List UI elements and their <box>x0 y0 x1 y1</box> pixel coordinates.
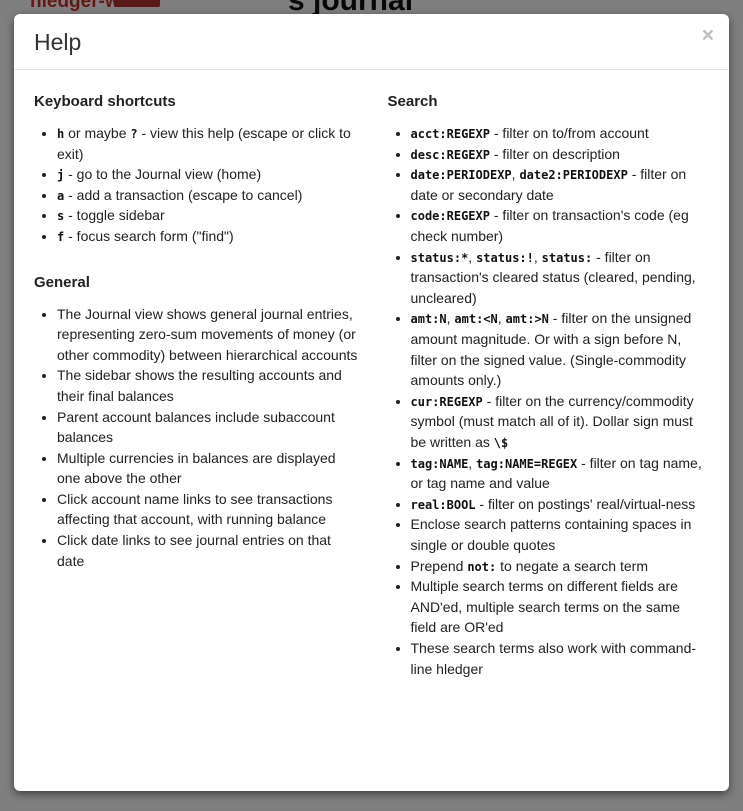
list-item: • code:REGEXP - filter on transaction's code (eg check number) <box>411 205 710 246</box>
general-list <box>34 304 358 572</box>
heading-keyboard-shortcuts: Keyboard shortcuts <box>34 93 176 110</box>
code-term: f <box>57 230 65 245</box>
list-item: • The Journal view shows general journal entries, representing zero-sum movements of money (or other commodity) between hierarchical accounts <box>57 304 358 366</box>
list-item: • real:BOOL - filter on postings' real/virtual-ness <box>411 494 710 515</box>
list-item: • a - add a transaction (escape to cancel) <box>57 185 358 206</box>
code-term: real:BOOL <box>410 497 476 512</box>
code-term: ? <box>130 127 138 141</box>
list-item: • h or maybe ? - view this help (escape or click to exit) <box>57 123 358 164</box>
modal-body <box>14 70 729 697</box>
list-item: • The sidebar shows the resulting accounts and their final balances <box>57 365 358 406</box>
code-term: status:! <box>476 250 534 265</box>
code-term: status: <box>541 250 593 265</box>
code-term: h <box>57 127 65 141</box>
list-item: • acct:REGEXP - filter on to/from account <box>411 123 710 144</box>
shortcuts-list <box>34 123 358 247</box>
modal-title: Help <box>34 29 82 55</box>
list-item: • tag:NAME, tag:NAME=REGEX - filter on tag name, or tag name and value <box>411 453 710 494</box>
heading-search: Search <box>387 93 438 110</box>
list-item: • Multiple currencies in balances are displayed one above the other <box>57 448 358 489</box>
heading-general: General <box>34 273 90 291</box>
list-item: • Click account name links to see transactions affecting that account, with running balance <box>57 489 358 530</box>
list-item: • s - toggle sidebar <box>57 205 358 226</box>
list-item: • Prepend not: to negate a search term <box>411 556 710 577</box>
list-item: • These search terms also work with command-line hledger <box>411 638 710 679</box>
column-left <box>34 87 372 687</box>
list-item: • Enclose search patterns containing spaces in single or double quotes <box>411 514 710 555</box>
code-term: j <box>57 168 65 183</box>
code-term: tag:NAME <box>410 456 469 471</box>
code-term: acct:REGEXP <box>410 127 490 141</box>
help-modal <box>14 14 729 791</box>
list-item: • amt:N, amt:<N, amt:>N - filter on the unsigned amount magnitude. Or with a sign before N, filter on the signed value. (Single-commodity amounts only.) <box>411 308 710 390</box>
code-term: a <box>57 188 65 203</box>
code-term: code:REGEXP <box>410 209 490 224</box>
code-term: not: <box>467 559 497 574</box>
code-term: tag:NAME=REGEX <box>476 456 578 471</box>
close-icon[interactable]: × <box>701 24 714 47</box>
list-item: • f - focus search form ("find") <box>57 226 358 247</box>
code-term: amt:<N <box>454 312 498 327</box>
list-item: • j - go to the Journal view (home) <box>57 164 358 185</box>
code-term: s <box>57 209 65 224</box>
code-term: status:* <box>410 250 469 265</box>
list-item: • cur:REGEXP - filter on the currency/commodity symbol (must match all of it). Dollar sign must be written as \$ <box>411 391 710 453</box>
list-item: • status:*, status:!, status: - filter on transaction's cleared status (cleared, pending, uncleared) <box>411 247 710 309</box>
column-right <box>372 87 710 687</box>
search-list <box>388 123 710 679</box>
code-term: date:PERIODEXP <box>410 168 512 183</box>
list-item: • Parent account balances include subaccount balances <box>57 407 358 448</box>
modal-header <box>14 14 729 70</box>
list-item: • Click date links to see journal entries on that date <box>57 530 358 571</box>
code-term: amt:N <box>410 312 447 327</box>
list-item: • desc:REGEXP - filter on description <box>411 144 710 165</box>
code-term: amt:>N <box>505 312 549 327</box>
list-item: • date:PERIODEXP, date2:PERIODEXP - filter on date or secondary date <box>411 164 710 205</box>
code-term: date2:PERIODEXP <box>519 168 628 183</box>
code-term: cur:REGEXP <box>410 394 483 409</box>
code-term: desc:REGEXP <box>410 147 490 162</box>
code-term: \$ <box>493 436 509 450</box>
list-item: • Multiple search terms on different fields are AND'ed, multiple search terms on the same field are OR'ed <box>411 576 710 638</box>
